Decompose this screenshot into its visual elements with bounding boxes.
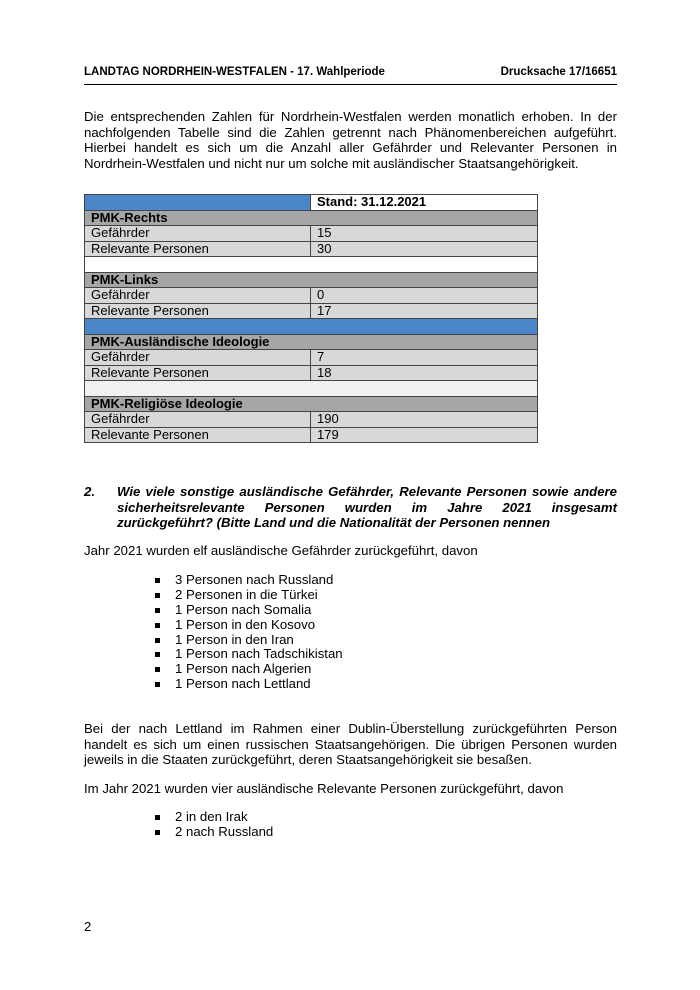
row-label: Relevante Personen — [85, 427, 311, 443]
list-item: 1 Person in den Kosovo — [155, 618, 343, 633]
question-text: Wie viele sonstige ausländische Gefährder, Relevante Personen sowie andere sicherheitsrelevante Personen wurden im Jahre 2021 insgesamt zurückgeführt? (Bitte Land und die Nationalität der Personen nennen — [117, 484, 617, 530]
list-item: 2 in den Irak — [155, 810, 273, 825]
answer2-intro: Im Jahr 2021 wurden vier ausländische Relevante Personen zurückgeführt, davon — [84, 781, 564, 796]
bullet-icon — [155, 830, 160, 835]
statistics-table — [84, 194, 538, 443]
header-title: LANDTAG NORDRHEIN-WESTFALEN - 17. Wahlperiode — [84, 66, 385, 78]
question-number: 2. — [84, 484, 95, 499]
list-item: 3 Personen nach Russland — [155, 573, 343, 588]
section-title: PMK-Ausländische Ideologie — [85, 334, 538, 350]
bullet-icon — [155, 682, 160, 687]
bullet-icon — [155, 652, 160, 657]
row-value: 17 — [311, 303, 538, 319]
bullet-icon — [155, 638, 160, 643]
row-label: Gefährder — [85, 350, 311, 366]
answer1-list — [155, 573, 343, 692]
row-label: Gefährder — [85, 288, 311, 304]
row-label: Relevante Personen — [85, 241, 311, 257]
row-value: 18 — [311, 365, 538, 381]
spacer-row — [85, 257, 538, 273]
row-label: Relevante Personen — [85, 303, 311, 319]
row-value: 0 — [311, 288, 538, 304]
row-label: Gefährder — [85, 412, 311, 428]
list-item: 1 Person nach Algerien — [155, 662, 343, 677]
list-item: 1 Person nach Lettland — [155, 677, 343, 692]
bullet-icon — [155, 608, 160, 613]
bullet-icon — [155, 815, 160, 820]
table-row — [85, 303, 538, 319]
table-row — [85, 350, 538, 366]
intro-paragraph: Die entsprechenden Zahlen für Nordrhein-Westfalen werden monatlich erhoben. In der nachfolgenden Tabelle sind die Zahlen getrennt nach Phänomenbereichen aufgeführt. Hierbei handelt es sich um die Anzahl aller Gefährder und Relevanter Personen in Nordrhein-Westfalen und nicht nur um solche mit ausländischer Staatsangehörigkeit. — [84, 109, 617, 171]
bullet-icon — [155, 593, 160, 598]
list-item: 1 Person nach Tadschikistan — [155, 647, 343, 662]
list-item: 1 Person nach Somalia — [155, 603, 343, 618]
list-item: 2 Personen in die Türkei — [155, 588, 343, 603]
row-label: Relevante Personen — [85, 365, 311, 381]
header-blank-cell — [85, 195, 311, 211]
table-row — [85, 226, 538, 242]
document-number: Drucksache 17/16651 — [500, 66, 617, 78]
table-header-row — [85, 195, 538, 211]
spacer-row — [85, 381, 538, 397]
bullet-icon — [155, 623, 160, 628]
list-item: 1 Person in den Iran — [155, 633, 343, 648]
bullet-icon — [155, 578, 160, 583]
bullet-icon — [155, 667, 160, 672]
stand-date: Stand: 31.12.2021 — [311, 195, 538, 211]
answer1-note: Bei der nach Lettland im Rahmen einer Dublin-Überstellung zurückgeführten Person handelt es sich um einen russischen Staatsangehörigen. Die übrigen Personen wurden jeweils in die Staaten zurückgeführt, deren Staatsangehörigkeit sie besaßen. — [84, 721, 617, 767]
row-value: 190 — [311, 412, 538, 428]
section-title: PMK-Links — [85, 272, 538, 288]
table-row — [85, 288, 538, 304]
row-value: 7 — [311, 350, 538, 366]
page-number: 2 — [84, 919, 92, 934]
row-value: 179 — [311, 427, 538, 443]
page-header — [84, 66, 617, 85]
table-row — [85, 412, 538, 428]
row-value: 30 — [311, 241, 538, 257]
row-label: Gefährder — [85, 226, 311, 242]
section-title: PMK-Rechts — [85, 210, 538, 226]
table-row — [85, 365, 538, 381]
row-value: 15 — [311, 226, 538, 242]
section-title: PMK-Religiöse Ideologie — [85, 396, 538, 412]
table-row — [85, 241, 538, 257]
spacer-row-blue — [85, 319, 538, 335]
answer2-list — [155, 810, 273, 840]
list-item: 2 nach Russland — [155, 825, 273, 840]
answer1-intro: Jahr 2021 wurden elf ausländische Gefährder zurückgeführt, davon — [84, 543, 478, 558]
table-row — [85, 427, 538, 443]
